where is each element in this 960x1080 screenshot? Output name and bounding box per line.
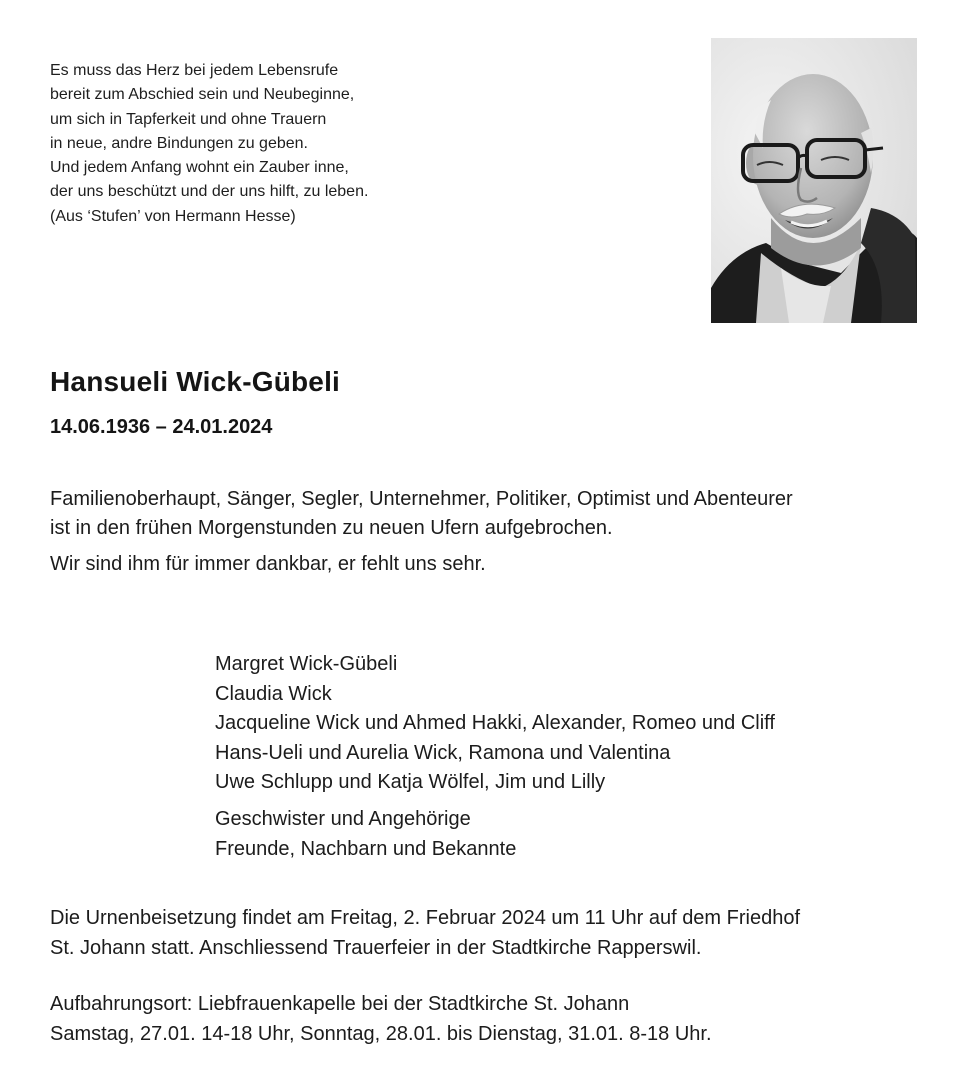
service-line: Die Urnenbeisetzung findet am Freitag, 2. Februar 2024 um 11 Uhr auf dem Friedhof	[50, 907, 801, 929]
portrait-illustration	[711, 38, 917, 323]
poem-line: Und jedem Anfang wohnt ein Zauber inne,	[50, 159, 349, 177]
poem-line: der uns beschützt und der uns hilft, zu leben.	[50, 183, 369, 201]
poem-quote	[50, 59, 368, 229]
family-member: Hans-Ueli und Aurelia Wick, Ramona und Valentina	[215, 741, 671, 764]
poem-source: (Aus ‘Stufen’ von Hermann Hesse)	[50, 207, 296, 225]
poem-line: um sich in Tapferkeit und ohne Trauern	[50, 110, 327, 128]
relatives-line: Geschwister und Angehörige	[215, 808, 471, 830]
family-member: Margret Wick-Gübeli	[215, 653, 398, 675]
deceased-name: Hansueli Wick-Gübeli	[50, 366, 341, 397]
viewing-line: Samstag, 27.01. 14-18 Uhr, Sonntag, 28.01. bis Dienstag, 31.01. 8-18 Uhr.	[50, 1022, 712, 1045]
poem-line: in neue, andre Bindungen zu geben.	[50, 134, 308, 152]
life-dates: 14.06.1936 – 24.01.2024	[50, 416, 273, 438]
relatives-list	[215, 805, 516, 864]
viewing-line: Aufbahrungsort: Liebfrauenkapelle bei der Stadtkirche St. Johann	[50, 993, 630, 1015]
family-list	[215, 650, 775, 798]
family-member: Jacqueline Wick und Ahmed Hakki, Alexander, Romeo und Cliff	[215, 712, 775, 735]
poem-line: bereit zum Abschied sein und Neubeginne,	[50, 86, 355, 104]
thanks-text: Wir sind ihm für immer dankbar, er fehlt uns sehr.	[50, 553, 486, 575]
intro-text	[50, 485, 793, 543]
family-member: Claudia Wick	[215, 682, 332, 705]
family-member: Uwe Schlupp und Katja Wölfel, Jim und Lilly	[215, 771, 606, 794]
service-info	[50, 904, 800, 963]
intro-line: ist in den frühen Morgenstunden zu neuen Ufern aufgebrochen.	[50, 517, 613, 539]
poem-line: Es muss das Herz bei jedem Lebensrufe	[50, 62, 339, 79]
portrait-photo	[711, 38, 917, 323]
service-line: St. Johann statt. Anschliessend Trauerfeier in der Stadtkirche Rapperswil.	[50, 936, 702, 959]
intro-line: Familienoberhaupt, Sänger, Segler, Unternehmer, Politiker, Optimist und Abenteurer	[50, 488, 793, 510]
viewing-info	[50, 990, 712, 1049]
relatives-line: Freunde, Nachbarn und Bekannte	[215, 837, 517, 860]
